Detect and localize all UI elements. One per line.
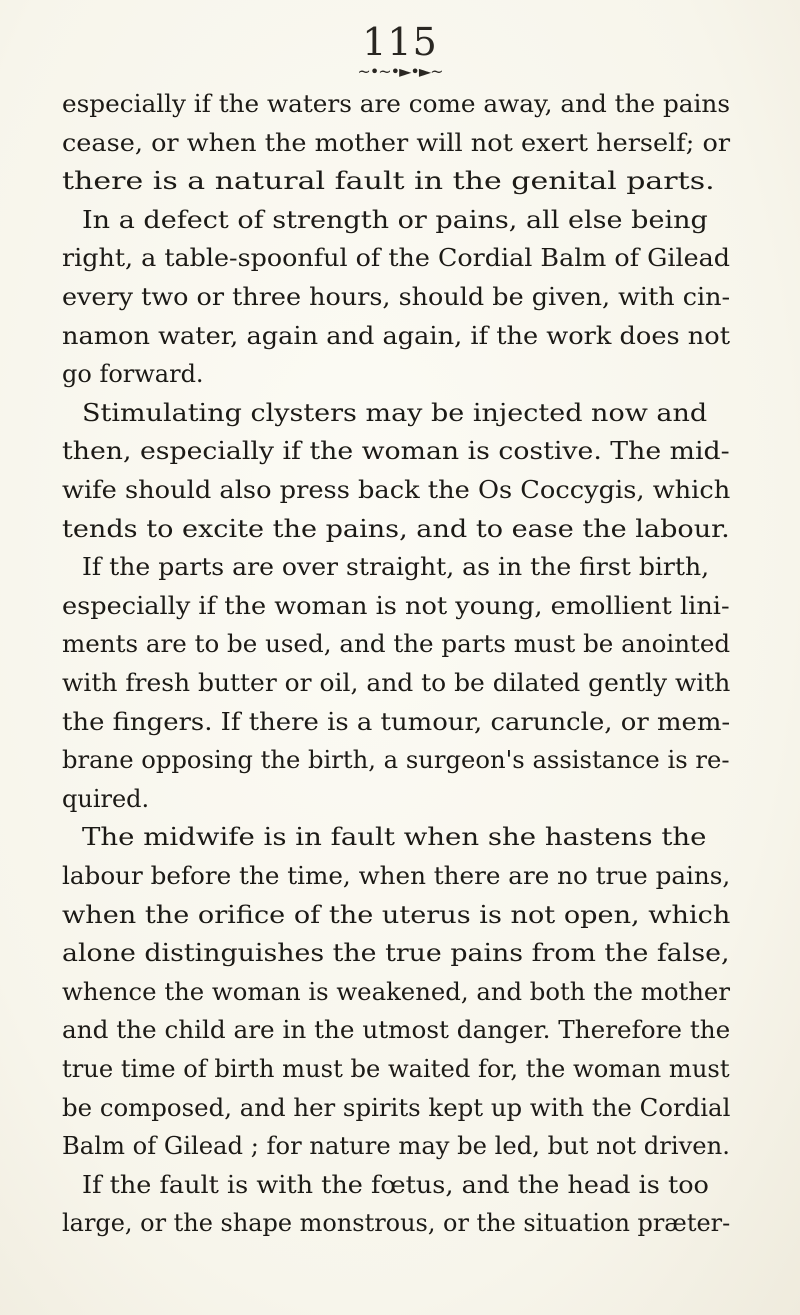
text-line: ments are to be used, and the parts must be anointed <box>62 630 731 659</box>
page-number: 115 <box>362 20 438 64</box>
text-line: brane opposing the birth, a surgeon's assistance is re- <box>62 746 730 775</box>
text-line: Balm of Gilead ; for nature may be led, but not driven. <box>62 1132 730 1161</box>
text-line: labour before the time, when there are no true pains, <box>62 862 731 890</box>
text-line: especially if the waters are come away, and the pains <box>62 90 730 118</box>
text-line: whence the woman is weakened, and both the mother <box>62 977 730 1006</box>
text-line: Stimulating clysters may be injected now and <box>82 398 708 427</box>
text-line: with fresh butter or oil, and to be dilated gently with <box>62 669 731 697</box>
text-line: the fingers. If there is a tumour, caruncle, or mem- <box>62 707 731 736</box>
text-line: be composed, and her spirits kept up with the Cordial <box>62 1093 731 1122</box>
text-line: namon water, again and again, if the work does not <box>62 321 731 350</box>
header-ornament: ~•~•►•►~ <box>357 62 443 81</box>
text-line: especially if the woman is not young, emollient lini- <box>62 591 730 620</box>
text-line: there is a natural fault in the genital parts. <box>62 167 715 196</box>
text-line: then, especially if the woman is costive. The mid- <box>62 437 730 466</box>
text-line: The midwife is in fault when she hastens the <box>82 823 707 852</box>
text-line: go forward. <box>62 360 204 389</box>
text-line: quired. <box>62 784 150 813</box>
text-line: alone distinguishes the true pains from the false, <box>62 939 730 968</box>
text-line: when the orifice of the uterus is not open, which <box>62 900 731 929</box>
text-line: tends to excite the pains, and to ease the labour. <box>62 514 730 543</box>
text-line: In a defect of strength or pains, all else being <box>82 205 708 234</box>
text-line: cease, or when the mother will not exert herself; or <box>62 128 731 157</box>
text-line: large, or the shape monstrous, or the situation præter- <box>62 1209 731 1238</box>
text-line: every two or three hours, should be given, with cin- <box>62 283 731 311</box>
text-line: If the fault is with the fœtus, and the head is too <box>82 1170 709 1199</box>
text-line: If the parts are over straight, as in the first birth, <box>82 553 710 582</box>
text-line: right, a table-spoonful of the Cordial Balm of Gilead <box>62 244 731 273</box>
text-line: and the child are in the utmost danger. Therefore the <box>62 1016 731 1045</box>
text-line: wife should also press back the Os Coccygis, which <box>62 476 731 504</box>
text-line: true time of birth must be waited for, the woman must <box>62 1055 730 1083</box>
